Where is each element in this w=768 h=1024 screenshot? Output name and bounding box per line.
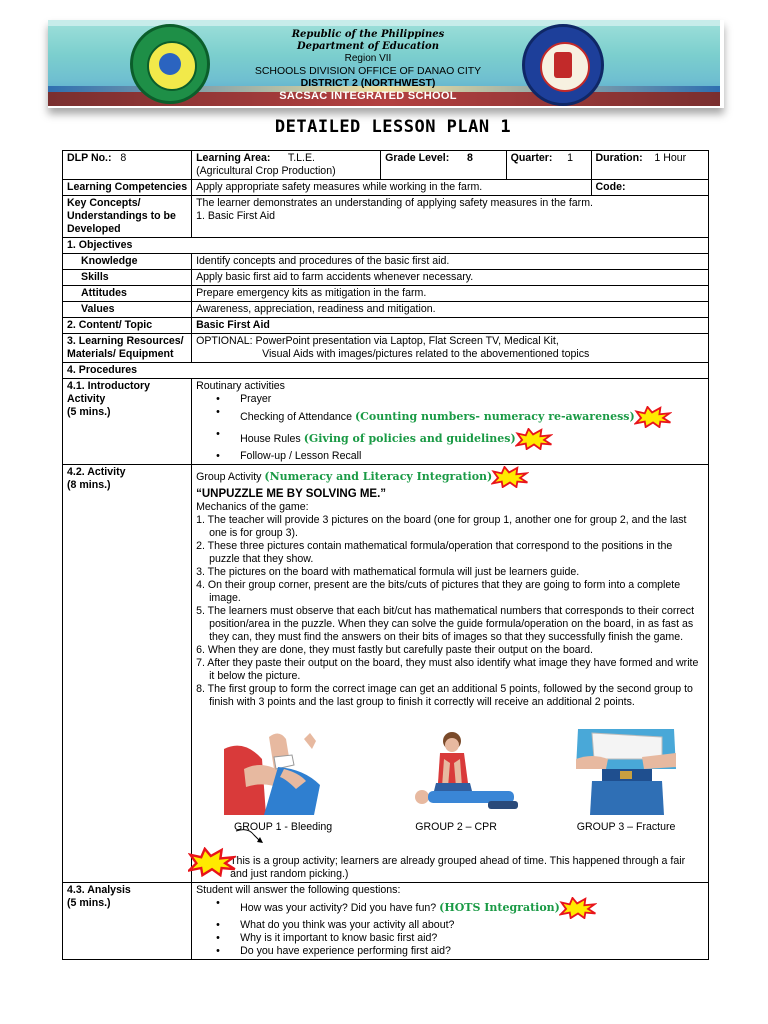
table-row	[63, 883, 709, 960]
group2-caption: GROUP 2 – CPR	[415, 821, 497, 833]
list-item: • House Rules (Giving of policies and guidelines)	[216, 428, 704, 450]
table-row	[63, 270, 709, 286]
concepts-label: Key Concepts/ Understandings to be Developed	[63, 196, 192, 238]
resources-cell	[192, 334, 709, 363]
duration-cell	[591, 151, 708, 180]
list-item: 1. The teacher will provide 3 pictures on the board (one for group 1, another one for group 2, and the last one is for group 3).	[196, 514, 687, 539]
activity-cell	[192, 465, 709, 883]
knowledge-value: Identify concepts and procedures of the basic first aid.	[192, 254, 709, 270]
code-label: Code:	[591, 180, 708, 196]
list-item: 6. When they are done, they must fastly but carefully paste their output on the board.	[196, 644, 593, 656]
bleeding-illustration	[224, 729, 342, 815]
attitudes-value: Prepare emergency kits as mitigation in the farm.	[192, 286, 709, 302]
procedures-heading: 4. Procedures	[63, 363, 709, 379]
table-row	[63, 334, 709, 363]
cpr-illustration	[392, 729, 520, 815]
knowledge-label: Knowledge	[63, 254, 192, 270]
table-row	[63, 363, 709, 379]
page-title: DETAILED LESSON PLAN 1	[274, 117, 512, 137]
arrow-icon	[234, 827, 264, 849]
competencies-value: Apply appropriate safety measures while working in the farm.	[192, 180, 591, 196]
list-item: • Checking of Attendance (Counting numbers- numeracy re-awareness)	[216, 406, 704, 428]
learning-area-sub: (Agricultural Crop Production)	[196, 165, 336, 177]
values-label: Values	[63, 302, 192, 318]
mechanics-list	[196, 514, 704, 709]
list-item: 2. These three pictures contain mathematical formula/operation that correspond to the positions in the puzzle that they show.	[196, 540, 673, 565]
group1-caption: GROUP 1 - Bleeding	[234, 821, 333, 833]
header-district: DISTRICT 2 (NORTHWEST)	[300, 77, 436, 89]
list-item: • Prayer	[216, 393, 272, 405]
analysis-heading: Student will answer the following questions:	[196, 884, 401, 896]
starburst-icon	[515, 428, 553, 450]
learning-area-cell	[192, 151, 381, 180]
intro-cell	[192, 379, 709, 465]
table-row	[63, 254, 709, 270]
skills-label: Skills	[63, 270, 192, 286]
intro-time: (5 mins.)	[67, 406, 111, 418]
starburst-icon	[559, 897, 597, 919]
duration-label: Duration:	[595, 152, 643, 164]
intro-list	[196, 393, 704, 463]
school-seal-logo	[130, 24, 210, 104]
intro-label-cell	[63, 379, 192, 465]
analysis-cell	[192, 883, 709, 960]
list-item: • What do you think was your activity all about?	[216, 919, 455, 931]
list-item: • Do you have experience performing first aid?	[216, 945, 451, 957]
table-row	[63, 465, 709, 883]
activity-heading: Group Activity	[196, 470, 262, 483]
concepts-cell	[192, 196, 709, 238]
resources-line1: OPTIONAL: PowerPoint presentation via Laptop, Flat Screen TV, Medical Kit,	[196, 335, 559, 347]
grade-value: 8	[466, 152, 473, 164]
list-item: 3. The pictures on the board with mathematical formula will just be learners guide.	[196, 566, 580, 578]
integration-note: (Giving of policies and guidelines)	[303, 431, 516, 445]
header-division: SCHOOLS DIVISION OFFICE OF DANAO CITY	[254, 65, 482, 77]
analysis-label-cell	[63, 883, 192, 960]
list-item: 7. After they paste their output on the board, they must also identify what image they have formed and write it below the picture.	[196, 657, 699, 682]
table-row	[63, 180, 709, 196]
objectives-heading: 1. Objectives	[63, 238, 709, 254]
lesson-plan-table	[62, 150, 709, 960]
values-value: Awareness, appreciation, readiness and mitigation.	[192, 302, 709, 318]
starburst-icon	[634, 406, 672, 428]
list-item: • Follow-up / Lesson Recall	[216, 450, 362, 462]
group-pictures	[196, 729, 704, 849]
table-row	[63, 286, 709, 302]
activity-label-cell	[63, 465, 192, 883]
activity-footnote-row	[196, 855, 704, 881]
activity-time: (8 mins.)	[67, 479, 111, 491]
header-region: Region VII	[344, 53, 392, 64]
intro-heading: Routinary activities	[196, 380, 285, 392]
integration-note: (Counting numbers- numeracy re-awareness)	[354, 409, 635, 423]
attitudes-label: Attitudes	[63, 286, 192, 302]
list-item: • Why is it important to know basic first aid?	[216, 932, 438, 944]
list-item: 5. The learners must observe that each bit/cut has mathematical numbers that corresponds to their correct position/area in the puzzle. When they can solve the guide formula/operation on the board, in as fast as they can, they must find the answers on their bits of images so that they successfully finish the game.	[196, 605, 695, 643]
quarter-label: Quarter:	[510, 152, 553, 164]
content-label: 2. Content/ Topic	[63, 318, 192, 334]
integration-note: (Numeracy and Literacy Integration)	[264, 469, 493, 483]
banner-top-strip	[48, 20, 720, 26]
table-row	[63, 238, 709, 254]
starburst-icon	[188, 847, 236, 877]
starburst-icon	[491, 466, 529, 488]
list-item: • How was your activity? Did you have fun? (HOTS Integration)	[216, 897, 704, 919]
resources-line2: Visual Aids with images/pictures related to the abovementioned topics	[262, 348, 590, 360]
header-school-name: SACSAC INTEGRATED SCHOOL	[279, 90, 457, 102]
dlp-label: DLP No.:	[67, 152, 112, 164]
grade-label: Grade Level:	[385, 152, 450, 164]
analysis-list	[196, 897, 704, 958]
dlp-value: 8	[120, 152, 127, 164]
fracture-illustration	[572, 729, 680, 815]
concepts-line1: The learner demonstrates an understanding of applying safety measures in the farm.	[196, 197, 593, 209]
concepts-line2: 1. Basic First Aid	[196, 210, 275, 222]
activity-label: 4.2. Activity	[67, 466, 126, 478]
activity-heading-line	[196, 466, 704, 488]
duration-value: 1 Hour	[654, 152, 687, 164]
table-row	[63, 196, 709, 238]
list-item: 8. The first group to form the correct image can get an additional 5 points, followed by the second group to finish with 3 points and the last group to finish it correctly will receive an additional 2 points.	[196, 683, 693, 708]
resources-label: 3. Learning Resources/ Materials/ Equipment	[63, 334, 192, 363]
competencies-label: Learning Competencies	[63, 180, 192, 196]
analysis-time: (5 mins.)	[67, 897, 111, 909]
mechanics-label: Mechanics of the game:	[196, 501, 309, 513]
analysis-label: 4.3. Analysis	[67, 884, 131, 896]
integration-note: (HOTS Integration)	[439, 900, 560, 914]
content-value: Basic First Aid	[192, 318, 709, 334]
quarter-value: 1	[567, 152, 574, 164]
group3-picture	[572, 729, 680, 834]
list-item: 4. On their group corner, present are the bits/cuts of pictures that they are going to form into a complete image.	[196, 579, 681, 604]
header-department: Department of Education	[297, 41, 439, 52]
table-row	[63, 302, 709, 318]
table-row	[63, 379, 709, 465]
group3-caption: GROUP 3 – Fracture	[576, 821, 676, 833]
header-republic: Republic of the Philippines	[291, 29, 445, 40]
activity-footnote: This is a group activity; learners are already grouped ahead of time. This happened through a fair and just random picking.)	[230, 855, 686, 880]
skills-value: Apply basic first aid to farm accidents whenever necessary.	[192, 270, 709, 286]
header-banner	[48, 20, 724, 108]
learning-area-label: Learning Area:	[196, 152, 271, 164]
game-title: “UNPUZZLE ME BY SOLVING ME.”	[196, 488, 387, 500]
deped-seal-logo	[522, 24, 604, 106]
table-row	[63, 151, 709, 180]
intro-label: 4.1. Introductory Activity	[67, 380, 150, 405]
group2-picture	[392, 729, 520, 834]
group1-picture	[224, 729, 342, 834]
table-row	[63, 318, 709, 334]
learning-area-value: T.L.E.	[287, 152, 316, 164]
grade-cell	[381, 151, 507, 180]
dlp-cell	[63, 151, 192, 180]
quarter-cell	[506, 151, 591, 180]
